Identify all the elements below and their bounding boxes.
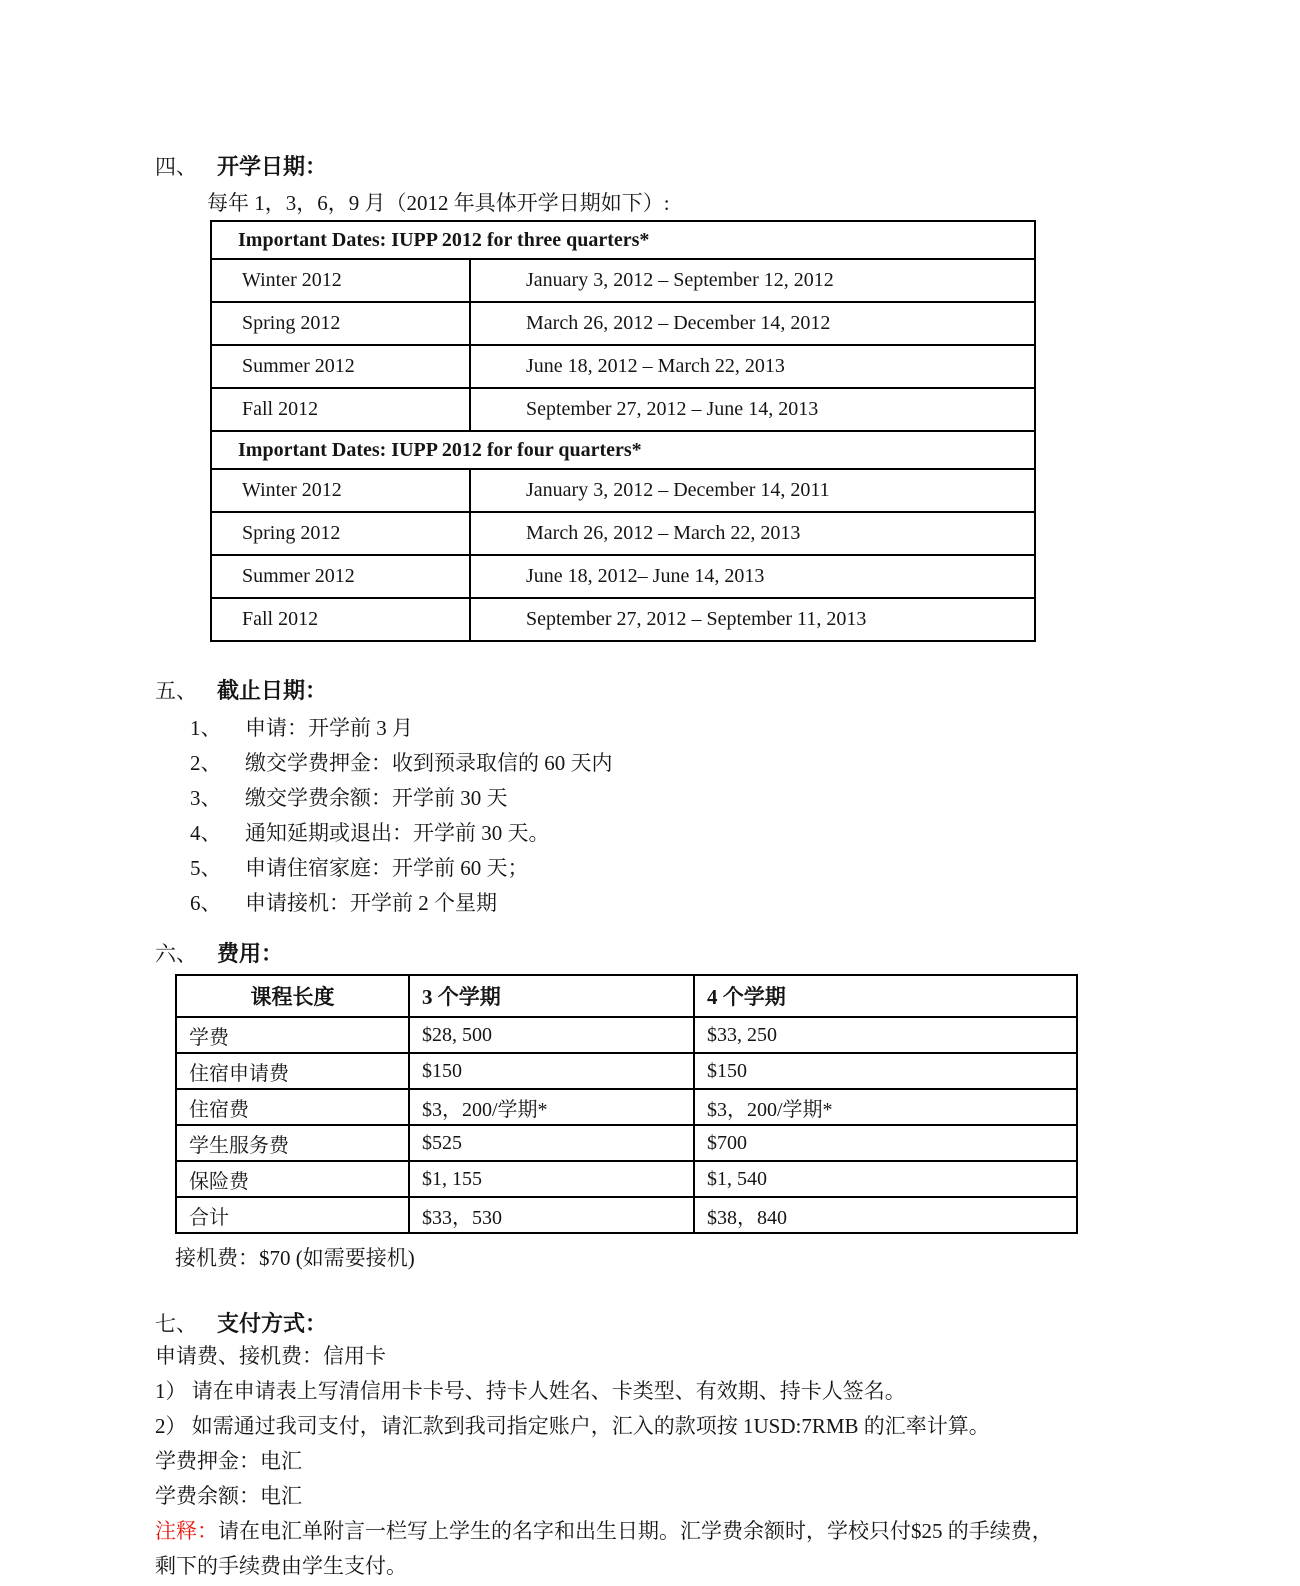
quarter-cell: Winter 2012 bbox=[211, 469, 470, 512]
fee-value-cell: $3，200/学期* bbox=[409, 1089, 694, 1125]
section-deadlines-heading bbox=[155, 676, 1180, 706]
column-header: 课程长度 bbox=[176, 975, 409, 1017]
dates-cell: January 3, 2012 – September 12, 2012 bbox=[470, 259, 1035, 302]
section-title: 费用： bbox=[217, 941, 284, 966]
list-item bbox=[190, 746, 1180, 781]
dates-cell: June 18, 2012– June 14, 2013 bbox=[470, 555, 1035, 598]
fee-label-cell: 住宿费 bbox=[176, 1089, 409, 1125]
list-item-text: 缴交学费余额：开学前 30 天 bbox=[245, 786, 508, 810]
four-quarters-header: Important Dates: IUPP 2012 for four quarters* bbox=[211, 431, 1035, 469]
section-number: 四、 bbox=[155, 155, 197, 179]
table-row bbox=[211, 259, 1035, 302]
payment-line: 学费余额：电汇 bbox=[155, 1484, 302, 1508]
dates-cell: June 18, 2012 – March 22, 2013 bbox=[470, 345, 1035, 388]
table-row bbox=[211, 345, 1035, 388]
fee-value-cell: $1, 155 bbox=[409, 1161, 694, 1197]
section-title: 开学日期： bbox=[217, 154, 328, 179]
payment-line: 学费押金：电汇 bbox=[155, 1449, 302, 1473]
dates-cell: September 27, 2012 – September 11, 2013 bbox=[470, 598, 1035, 641]
table-row bbox=[176, 1053, 1077, 1089]
important-dates-table bbox=[210, 220, 1036, 642]
quarter-cell: Fall 2012 bbox=[211, 388, 470, 431]
fee-label-cell: 学费 bbox=[176, 1017, 409, 1053]
payment-note bbox=[155, 1514, 1180, 1584]
section-number: 六、 bbox=[155, 942, 197, 966]
column-header: 4 个学期 bbox=[694, 975, 1077, 1017]
list-item bbox=[190, 816, 1180, 851]
list-item-number: 3、 bbox=[190, 786, 222, 810]
table-row bbox=[176, 1161, 1077, 1197]
fees-header-row bbox=[176, 975, 1077, 1017]
fee-value-cell: $1, 540 bbox=[694, 1161, 1077, 1197]
table-row bbox=[176, 1197, 1077, 1233]
table-group-header-row bbox=[211, 431, 1035, 469]
deadline-list bbox=[190, 711, 1180, 921]
dates-cell: March 26, 2012 – December 14, 2012 bbox=[470, 302, 1035, 345]
payment-line: 2） 如需通过我司支付，请汇款到我司指定账户，汇入的款项按 1USD:7RMB 的汇率计算。 bbox=[155, 1414, 990, 1438]
section-number: 五、 bbox=[155, 679, 197, 703]
dates-cell: March 26, 2012 – March 22, 2013 bbox=[470, 512, 1035, 555]
section-title: 支付方式： bbox=[217, 1311, 328, 1336]
fee-label-cell: 学生服务费 bbox=[176, 1125, 409, 1161]
list-item-text: 申请住宿家庭：开学前 60 天； bbox=[245, 856, 529, 880]
table-row bbox=[211, 469, 1035, 512]
quarter-cell: Summer 2012 bbox=[211, 555, 470, 598]
column-header: 3 个学期 bbox=[409, 975, 694, 1017]
fees-table bbox=[175, 974, 1078, 1234]
start-dates-intro: 每年 1，3，6，9 月（2012 年具体开学日期如下）: bbox=[207, 191, 670, 215]
quarter-cell: Spring 2012 bbox=[211, 512, 470, 555]
payment-line: 1） 请在申请表上写清信用卡卡号、持卡人姓名、卡类型、有效期、持卡人签名。 bbox=[155, 1379, 906, 1403]
table-row bbox=[211, 388, 1035, 431]
quarter-cell: Winter 2012 bbox=[211, 259, 470, 302]
list-item bbox=[190, 781, 1180, 816]
table-group-header-row bbox=[211, 221, 1035, 259]
quarter-cell: Summer 2012 bbox=[211, 345, 470, 388]
list-item-number: 2、 bbox=[190, 751, 222, 775]
dates-cell: September 27, 2012 – June 14, 2013 bbox=[470, 388, 1035, 431]
list-item-number: 1、 bbox=[190, 716, 222, 740]
section-fees-heading bbox=[155, 939, 1180, 969]
list-item-text: 申请：开学前 3 月 bbox=[245, 716, 413, 740]
table-row bbox=[211, 598, 1035, 641]
fee-value-cell: $3，200/学期* bbox=[694, 1089, 1077, 1125]
fee-label-cell: 住宿申请费 bbox=[176, 1053, 409, 1089]
table-row bbox=[176, 1089, 1077, 1125]
table-row bbox=[176, 1017, 1077, 1053]
section-number: 七、 bbox=[155, 1312, 197, 1336]
fee-value-cell: $33, 250 bbox=[694, 1017, 1077, 1053]
fee-value-cell: $33，530 bbox=[409, 1197, 694, 1233]
fee-value-cell: $150 bbox=[409, 1053, 694, 1089]
list-item-number: 6、 bbox=[190, 891, 222, 915]
note-label: 注释： bbox=[155, 1519, 218, 1543]
section-title: 截止日期： bbox=[217, 678, 328, 703]
quarter-cell: Fall 2012 bbox=[211, 598, 470, 641]
fee-label-cell: 合计 bbox=[176, 1197, 409, 1233]
list-item bbox=[190, 851, 1180, 886]
table-row bbox=[211, 512, 1035, 555]
table-row bbox=[211, 302, 1035, 345]
quarter-cell: Spring 2012 bbox=[211, 302, 470, 345]
table-row bbox=[211, 555, 1035, 598]
list-item bbox=[190, 711, 1180, 746]
note-text-line1: 请在电汇单附言一栏写上学生的名字和出生日期。汇学费余额时，学校只付$25 的手续费， bbox=[218, 1519, 1053, 1543]
list-item bbox=[190, 886, 1180, 921]
list-item-number: 4、 bbox=[190, 821, 222, 845]
fee-value-cell: $28, 500 bbox=[409, 1017, 694, 1053]
note-text-line2: 剩下的手续费由学生支付。 bbox=[155, 1554, 407, 1578]
dates-cell: January 3, 2012 – December 14, 2011 bbox=[470, 469, 1035, 512]
fee-value-cell: $150 bbox=[694, 1053, 1077, 1089]
fee-value-cell: $700 bbox=[694, 1125, 1077, 1161]
fee-label-cell: 保险费 bbox=[176, 1161, 409, 1197]
fee-value-cell: $525 bbox=[409, 1125, 694, 1161]
table-row bbox=[176, 1125, 1077, 1161]
pickup-fee-note: 接机费：$70 (如需要接机) bbox=[175, 1246, 415, 1270]
section-payment-heading bbox=[155, 1309, 1180, 1339]
fee-value-cell: $38，840 bbox=[694, 1197, 1077, 1233]
list-item-text: 缴交学费押金：收到预录取信的 60 天内 bbox=[245, 751, 613, 775]
three-quarters-header: Important Dates: IUPP 2012 for three quarters* bbox=[211, 221, 1035, 259]
list-item-text: 申请接机：开学前 2 个星期 bbox=[245, 891, 497, 915]
list-item-text: 通知延期或退出：开学前 30 天。 bbox=[245, 821, 550, 845]
section-start-dates-heading bbox=[155, 152, 1180, 182]
payment-line: 申请费、接机费：信用卡 bbox=[155, 1344, 386, 1368]
list-item-number: 5、 bbox=[190, 856, 222, 880]
